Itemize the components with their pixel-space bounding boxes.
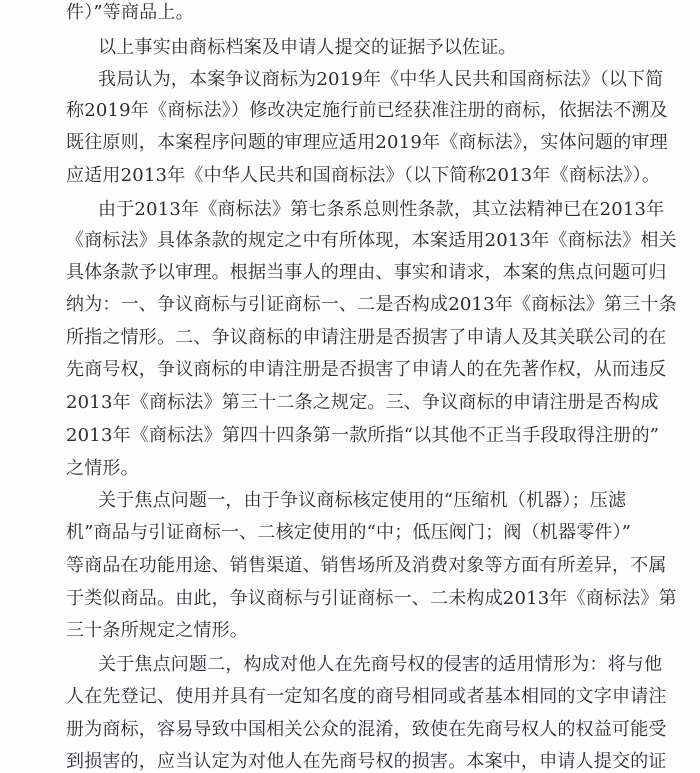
text-line: 称2019年《商标法》）修改决定施行前已经获准注册的商标，依据法不溯及 [66, 100, 668, 121]
text-line: 于类似商品。由此，争议商标与引证商标一、二未构成2013年《商标法》第 [66, 588, 677, 609]
text-line: 2013年《商标法》第三十二条之规定。三、争议商标的申请注册是否构成 [66, 392, 659, 413]
text-line: 2013年《商标法》第四十四条第一款所指“以其他不正当手段取得注册的” [66, 425, 660, 446]
text-line: 等商品在功能用途、销售渠道、销售场所及消费对象等方面有所差异，不属 [66, 555, 667, 576]
text-line: 纳为：一、争议商标与引证商标一、二是否构成2013年《商标法》第三十条 [66, 294, 677, 315]
text-line: 机”商品与引证商标一、二核定使用的“中；低压阀门；阀（机器零件）” [66, 522, 632, 543]
text-line: 既往原则，本案程序问题的审理应适用2019年《商标法》，实体问题的审理 [66, 132, 668, 153]
text-line: 到损害的，应当认定为对他人在先商号权的损害。本案中，申请人提交的证 [66, 751, 667, 772]
text-line: 具体条款予以审理。根据当事人的理由、事实和请求，本案的焦点问题可归 [66, 262, 667, 283]
text-line: 关于焦点问题二，构成对他人在先商号权的侵害的适用情形为：将与他 [98, 654, 663, 675]
text-line: 《商标法》具体条款的规定之中有所体现，本案适用2013年《商标法》相关 [66, 230, 677, 251]
text-line: 以上事实由商标档案及申请人提交的证据予以佐证。 [98, 37, 517, 58]
text-line: 关于焦点问题一，由于争议商标核定使用的“压缩机（机器）；压滤 [98, 490, 627, 511]
text-line: 所指之情形。二、争议商标的申请注册是否损害了申请人及其关联公司的在 [66, 327, 667, 348]
text-line: 件）”等商品上。 [66, 2, 194, 23]
text-line: 人在先登记、使用并具有一定知名度的商号相同或者基本相同的文字申请注 [66, 686, 667, 707]
text-line: 三十条所规定之情形。 [66, 620, 248, 641]
text-line: 先商号权，争议商标的申请注册是否损害了申请人的在先著作权，从而违反 [66, 359, 667, 380]
text-line: 我局认为，本案争议商标为2019年《中华人民共和国商标法》（以下简 [98, 69, 664, 90]
text-line: 由于2013年《商标法》第七条系总则性条款，其立法精神已在2013年 [98, 199, 665, 220]
text-line: 应适用2013年《中华人民共和国商标法》（以下简称2013年《商标法》）。 [66, 165, 661, 186]
text-line: 之情形。 [66, 458, 139, 479]
text-line: 册为商标，容易导致中国相关公众的混淆，致使在先商号权人的权益可能受 [66, 719, 667, 740]
